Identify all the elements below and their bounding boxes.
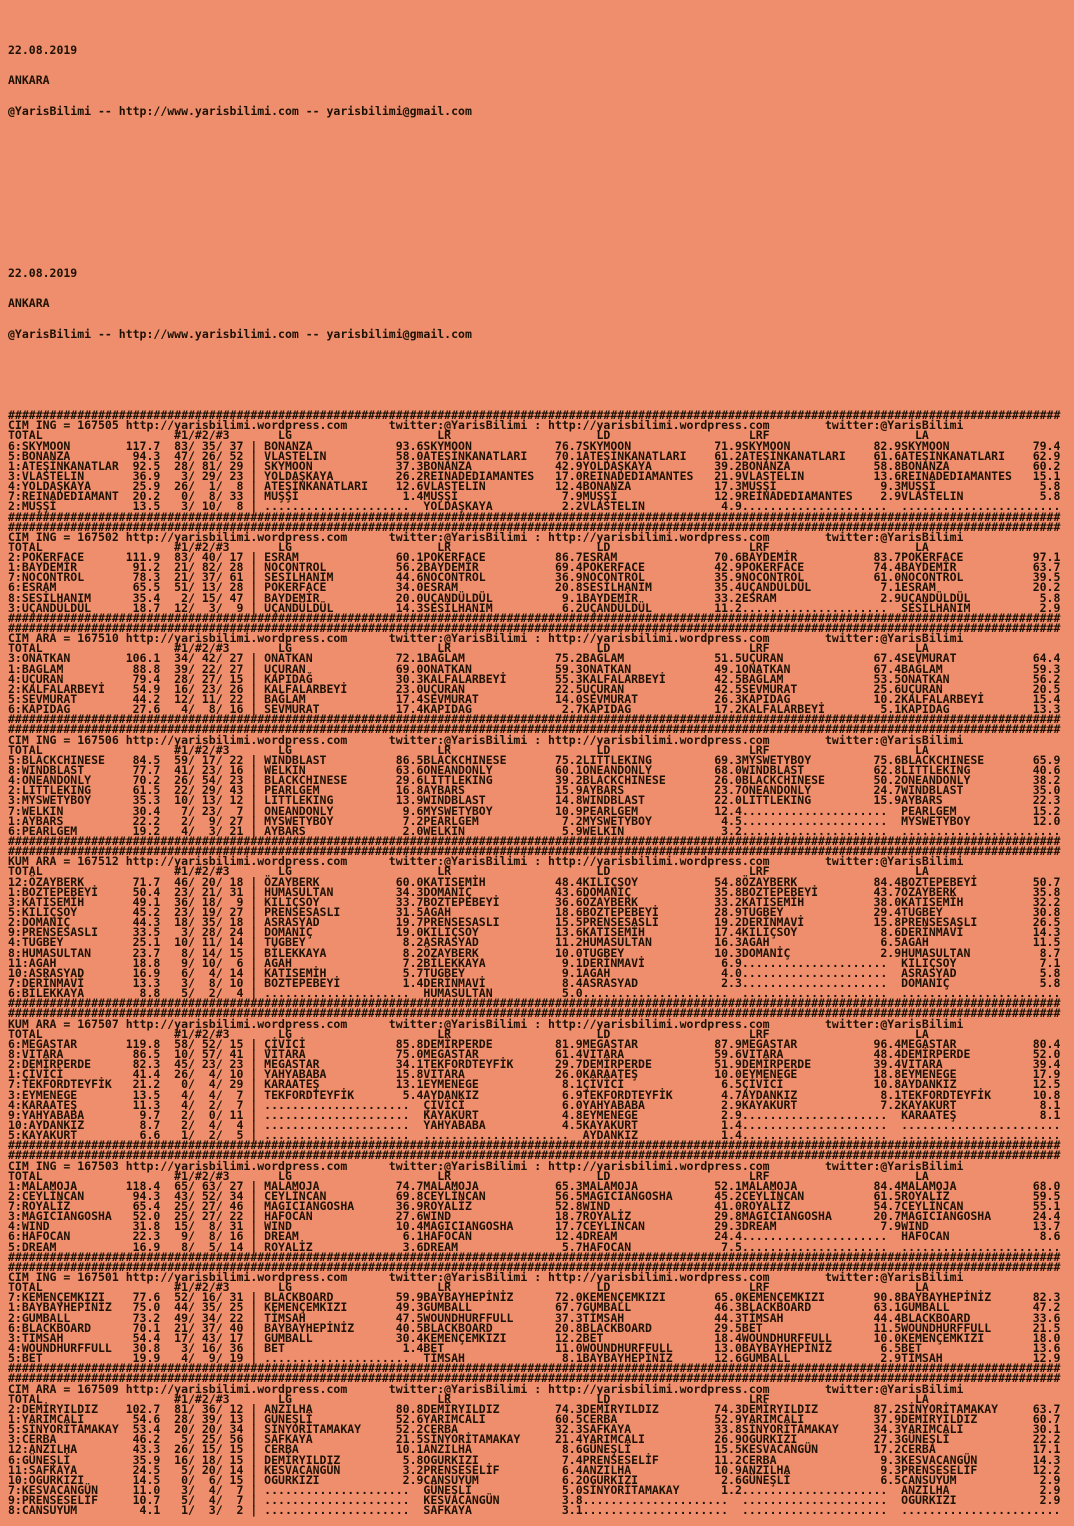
table-row: 2:DEMİRYILDIZ 102.7 81/ 36/ 12 | ANZILHA 80.8DEMİRYILDIZ 74.3DEMİRYILDIZ 74.3DEMİRYILDIZ 87.2SİNYORİTAMAKAY 63.7	[8, 1401, 1061, 1416]
table-row: 6:ESRAM 65.5 51/ 13/ 28 | POKERFACE 34.0ESRAM 20.8SESİLHANIM 35.4UÇANDÜLDÜL 7.1ESRAM 20.2	[8, 580, 1061, 595]
block-title: CIM ING = 167502 http://yarisbilimi.wordpress.com twitter:@YarisBilimi : http://yarisbilimi.wordpress.com twitter:@YarisBilimi	[8, 529, 964, 544]
table-row: 7:WELKIN 30.4 7/ 23/ 7 | ONEANDONLY 9.6MYSWETYBOY 10.9PEARLGEM 12.4..................... PEARLGEM 15.2	[8, 803, 1061, 818]
report-header-repeat	[8, 248, 1074, 360]
table-row: 3:MYSWETYBOY 35.3 10/ 13/ 12 | LITTLEKING 13.9WINDBLAST 14.8WINDBLAST 22.0LITTLEKING 15.9AYBARS 22.3	[8, 793, 1061, 808]
block-title: KUM ARA = 167512 http://yarisbilimi.wordpress.com twitter:@YarisBilimi : http://yarisbilimi.wordpress.com twitter:@YarisBilimi	[8, 854, 964, 869]
separator-line: ########################################################################################################################################################	[8, 722, 1061, 737]
column-header-line: TOTAL #1/#2/#3 LG LR LD LRF LA	[8, 1026, 929, 1041]
table-row: 7:NOCONTROL 78.3 21/ 37/ 61 | SESİLHANIM 44.6NOCONTROL 36.9NOCONTROL 35.9NOCONTROL 61.0NOCONTROL 39.5	[8, 570, 1061, 585]
separator-line: ########################################################################################################################################################	[8, 1249, 1061, 1264]
table-row: 5:BET 19.9 4/ 9/ 19 | ..................... TİMSAH 8.1BAYBAYHEPİNİZ 12.6GUMBALL 2.9TİMSAH 12.9	[8, 1351, 1061, 1366]
table-row: 3:ONATKAN 106.1 34/ 42/ 27 | ONATKAN 72.1BAĞLAM 75.2BAĞLAM 51.5UÇURAN 67.4SEVMURAT 64.4	[8, 651, 1061, 666]
city-line: ANKARA	[8, 73, 50, 88]
table-row: 3:UÇANDÜLDÜL 18.7 12/ 3/ 9 | UÇANDÜLDÜL 14.3SESİLHANIM 6.2UÇANDÜLDÜL 11.2..................... SESİLHANIM 2.9	[8, 600, 1061, 615]
table-row: 6:HAFOCAN 22.3 9/ 8/ 16 | DREAM 6.1HAFOCAN 12.4DREAM 24.4..................... HAFOCAN 8.6	[8, 1229, 1061, 1244]
table-row: 3:CERBA 46.2 5/ 25/ 56 | SAFKAYA 21.5SİNYORİTAMAKAY 21.4YARIMCALI 26.9OGURKIZI 27.3GÜNEŞLİ 22.2	[8, 1432, 1061, 1447]
race-block	[8, 621, 1074, 727]
city-line: ANKARA	[8, 296, 50, 311]
race-block	[8, 1259, 1074, 1376]
table-row: 2:POKERFACE 111.9 83/ 40/ 17 | ESRAM 60.1POKERFACE 86.7ESRAM 70.6BAYDEMİR 83.7POKERFACE 97.1	[8, 550, 1061, 565]
table-row: 6:GÜNEŞLİ 35.9 16/ 18/ 15 | DEMİRYILDIZ 5.8OGURKIZI 7.4PRENSESELİF 11.2CERBA 9.3KESVACANGÜN 14.3	[8, 1452, 1061, 1467]
separator-line: ########################################################################################################################################################	[8, 1371, 1061, 1386]
table-row: 4:YOLDAŞKAYA 25.9 26/ 1/ 8 | ATEŞİNKANATLARI 12.6VLASTELIN 12.4BONANZA 17.3MUŞŞİ 9.3MUŞŞİ 5.8	[8, 479, 1061, 494]
table-row: 1:YARIMCALI 54.6 28/ 39/ 13 | GÜNEŞLİ 52.6YARIMCALI 60.5CERBA 52.9YARIMCALI 37.9DEMİRYILDIZ 60.7	[8, 1412, 1061, 1427]
table-row: 1:MALAMOJA 118.4 65/ 63/ 27 | MALAMOJA 74.7MALAMOJA 65.3MALAMOJA 52.1MALAMOJA 84.4MALAMOJA 68.0	[8, 1178, 1061, 1193]
table-row: 2:DOMANİÇ 44.3 18/ 35/ 18 | ASRASYAD 19.7PRENSESASLI 15.5PRENSESASLI 19.2DERİNMAVİ 15.8PRENSESASLI 26.5	[8, 915, 1061, 930]
table-row: 8:VITARA 86.5 10/ 57/ 41 | VITARA 75.0MEGASTAR 61.4VITARA 59.6VITARA 48.4DEMİRPERDE 52.0	[8, 1046, 1061, 1061]
table-row: 8:WINDBLAST 77.7 41/ 23/ 16 | WELKIN 63.6ONEANDONLY 60.1ONEANDONLY 68.0WINDBLAST 62.8LITTLEKING 40.6	[8, 763, 1061, 778]
table-row: 5:KILIÇSOY 45.2 23/ 19/ 27 | PRENSESASLI 31.5AGAH 18.6BOZTEPEBEYİ 28.9TUGBEY 29.4TUGBEY 30.8	[8, 904, 1061, 919]
separator-line: ########################################################################################################################################################	[8, 1138, 1061, 1153]
race-block	[8, 724, 1074, 846]
table-row: 3:EYMENEGE 13.5 4/ 4/ 7 | TEKFORDTEYFİK 5.4AYDANKIZ 6.9TEKFORDTEYFİK 4.7AYDANKIZ 8.1TEKFORDTEYFİK 10.8	[8, 1087, 1061, 1102]
block-title: CIM ING = 167506 http://yarisbilimi.wordpress.com twitter:@YarisBilimi : http://yarisbilimi.wordpress.com twitter:@YarisBilimi	[8, 732, 964, 747]
table-row: 10:ASRASYAD 16.9 6/ 4/ 14 | KATISEMİH 5.7TUGBEY 9.1AGAH 4.0..................... ASRASYAD 5.8	[8, 965, 1061, 980]
separator-line: ########################################################################################################################################################	[8, 509, 1061, 524]
table-row: 5:BONANZA 94.3 47/ 26/ 52 | VLASTELIN 58.0ATEŞİNKANATLARI 70.1ATEŞİNKANATLARI 61.2ATEŞİNKANATLARI 61.6ATEŞİNKANATLARI 62.9	[8, 448, 1061, 463]
separator-line: ########################################################################################################################################################	[8, 712, 1061, 727]
report-blocks	[8, 408, 1074, 1518]
table-row: 7:TEKFORDTEYFİK 21.2 0/ 4/ 29 | KARAATEŞ 13.1EYMENEGE 8.1ÇİVİCİ 6.5ÇİVİCİ 10.8AYDANKIZ 12.5	[8, 1077, 1061, 1092]
table-row: 7:DERİNMAVİ 13.3 3/ 8/ 10 | BOZTEPEBEYİ 1.4DERİNMAVİ 8.4ASRASYAD 2.3..................... DOMANİÇ 5.8	[8, 975, 1061, 990]
separator-line: ########################################################################################################################################################	[8, 519, 1061, 534]
race-block	[8, 410, 1074, 522]
table-row: 9:PRENSESASLI 33.5 3/ 28/ 24 | DOMANİÇ 19.0KILIÇSOY 13.6KATISEMİH 17.4KILIÇSOY 8.6DERİNMAVİ 14.3	[8, 925, 1061, 940]
table-row: 8:HUMASULTAN 23.7 8/ 14/ 15 | BİLEKKAYA 8.2ÖZAYBERK 10.0TUGBEY 10.3DOMANİÇ 2.9HUMASULTAN 8.7	[8, 945, 1061, 960]
blank-line	[8, 380, 1074, 390]
table-row: 3:KATISEMİH 49.1 36/ 18/ 9 | KILIÇSOY 33.7BOZTEPEBEYİ 36.6ÖZAYBERK 33.2KATISEMİH 38.0KATISEMİH 32.2	[8, 894, 1061, 909]
column-header-line: TOTAL #1/#2/#3 LG LR LD LRF LA	[8, 1280, 929, 1295]
separator-line: ########################################################################################################################################################	[8, 1259, 1061, 1274]
table-row: 3:MAGICIANGOSHA 52.0 25/ 27/ 22 | HAFOCAN 27.6WIND 18.7ROYALİZ 29.8MAGICIANGOSHA 20.7MAGICIANGOSHA 24.4	[8, 1209, 1061, 1224]
table-row: 7:KEMENÇEMKIZI 77.6 52/ 16/ 31 | BLACKBOARD 59.9BAYBAYHEPİNİZ 72.0KEMENÇEMKIZI 65.0KEMENÇEMKIZI 90.8BAYBAYHEPİNİZ 82.3	[8, 1290, 1061, 1305]
report-header-top	[8, 24, 1074, 136]
separator-line: ########################################################################################################################################################	[8, 996, 1061, 1011]
blank-line	[8, 187, 1074, 197]
table-row: 3:VLASTELIN 36.9 3/ 29/ 23 | YOLDAŞKAYA 26.2REINADEDIAMANTES 17.0REINADEDIAMANTES 21.9VLASTELIN 13.6REINADEDIAMANTES 15.1	[8, 468, 1061, 483]
table-row: 2:LITTLEKING 61.5 22/ 29/ 43 | PEARLGEM 16.8AYBARS 15.9AYBARS 23.7ONEANDONLY 24.7WINDBLAST 35.0	[8, 783, 1061, 798]
separator-line: ########################################################################################################################################################	[8, 1148, 1061, 1163]
table-row: 1:BAGLAM 88.8 39/ 22/ 27 | UÇURAN 69.0ONATKAN 59.3ONATKAN 49.1ONATKAN 67.4BAĞLAM 59.3	[8, 661, 1061, 676]
table-row: 7:ROYALİZ 65.4 25/ 27/ 46 | MAGICIANGOSHA 36.9ROYALİZ 52.8WIND 41.0ROYALİZ 54.7CEYLİNCAN 55.1	[8, 1199, 1061, 1214]
table-row: 8:SESİLHANIM 35.4 2/ 15/ 47 | BAYDEMİR 20.0UÇANDÜLDÜL 9.1BAYDEMİR 33.2ESRAM 2.9UÇANDÜLDÜL 5.8	[8, 590, 1061, 605]
table-row: 6:SKYMOON 117.7 83/ 35/ 37 | BONANZA 93.6SKYMOON 76.7SKYMOON 71.9SKYMOON 82.9SKYMOON 79.4	[8, 438, 1061, 453]
table-row: 2:DEMİRPERDE 82.3 45/ 23/ 23 | MEGASTAR 34.1TEKFORDTEYFİK 29.7DEMİRPERDE 51.9DEMİRPERDE 39.4VITARA 39.4	[8, 1057, 1061, 1072]
table-row: 1:BAYDEMİR 91.2 21/ 82/ 28 | NOCONTROL 56.2BAYDEMİR 69.4POKERFACE 42.9POKERFACE 74.4BAYDEMİR 63.7	[8, 560, 1061, 575]
table-row: 6:PEARLGEM 19.2 4/ 3/ 21 | AYBARS 2.0WELKIN 5.9WELKIN 3.2..................... .......................	[8, 823, 1061, 838]
date-line: 22.08.2019	[8, 42, 78, 57]
table-row: 4:KARAATEŞ 11.3 4/ 2/ 7 | ..................... ÇİVİCİ 6.0YAHYABABA 2.9KAYAKURT 7.2KAYAKURT 8.1	[8, 1097, 1061, 1112]
table-row: 5:SEVMURAT 44.2 12/ 11/ 22 | BAĞLAM 17.4SEVMURAT 14.0SEVMURAT 26.3KAPIDAG 10.2KALFALARBEYİ 15.4	[8, 692, 1061, 707]
table-row: 5:KAYAKURT 6.6 1/ 2/ 5 | ..................... ..................... AYDANKIZ 1.4..................... .......................	[8, 1128, 1061, 1143]
separator-line: ########################################################################################################################################################	[8, 621, 1061, 636]
separator-line: ########################################################################################################################################################	[8, 834, 1061, 848]
race-block	[8, 844, 1074, 1011]
table-row: 7:REINADEDIAMANT 20.2 0/ 8/ 33 | MUŞŞİ 1.4MUŞŞİ 7.9MUŞŞİ 12.9REINADEDIAMANTES 2.9VLASTELIN 5.8	[8, 489, 1061, 504]
blank-line	[8, 217, 1074, 227]
separator-line: ########################################################################################################################################################	[8, 844, 1061, 859]
table-row: 2:CEYLİNCAN 94.3 43/ 52/ 34 | CEYLİNCAN 69.8CEYLİNCAN 56.5MAGICIANGOSHA 45.2CEYLİNCAN 61.5ROYALİZ 59.5	[8, 1188, 1061, 1203]
table-row: 5:DREAM 16.9 8/ 5/ 14 | ROYALİZ 3.6DREAM 5.7HAFOCAN 7.5..................... .......................	[8, 1239, 1061, 1254]
block-title: CIM ING = 167505 http://yarisbilimi.wordpress.com twitter:@YarisBilimi : http://yarisbilimi.wordpress.com twitter:@YarisBilimi	[8, 418, 964, 433]
separator-line: ########################################################################################################################################################	[8, 610, 1061, 625]
date-line: 22.08.2019	[8, 265, 78, 280]
table-row: 4:WIND 31.8 15/ 8/ 31 | WIND 10.4MAGICIANGOSHA 17.7CEYLINCAN 29.3DREAM 7.9WIND 13.7	[8, 1219, 1061, 1234]
table-row: 1:BAYBAYHEPİNİZ 75.0 44/ 35/ 25 | KEMENÇEMKIZI 49.3GUMBALL 67.7GUMBALL 46.3BLACKBOARD 63.1GUMBALL 47.2	[8, 1300, 1061, 1315]
table-row: 8:CANSUYUM 4.1 1/ 3/ 2 | ..................... SAFKAYA 3.1..................... ..................... .......................	[8, 1503, 1061, 1518]
table-row: 6:KAPIDAG 27.6 4/ 8/ 16 | SEVMURAT 17.4KAPIDAG 2.7KAPIDAG 17.2KALFALARBEYİ 5.1KAPIDAG 13.3	[8, 702, 1061, 717]
table-row: 6:BİLEKKAYA 8.8 5/ 2/ 4 | ..................... HUMASULTAN 5.0..................... ..................... .......................	[8, 986, 1061, 1001]
table-row: 4:UÇURAN 79.4 28/ 27/ 15 | KAPIDAĞ 30.3KALFALARBEYİ 55.3KALFALARBEYİ 42.5BAĞLAM 53.5ONATKAN 56.2	[8, 671, 1061, 686]
race-block	[8, 1371, 1074, 1518]
table-row: 4:WOUNDHURFFULL 30.8 3/ 16/ 36 | BET 1.4BET 11.0WOUNDHURFFULL 13.0BAYBAYHEPİNİZ 6.5BET 13.6	[8, 1341, 1061, 1356]
column-header-line: TOTAL #1/#2/#3 LG LR LD LRF LA	[8, 864, 929, 879]
table-row: 9:PRENSESELİF 10.7 5/ 4/ 7 | ..................... KESVACANGÜN 3.8..................... ..................... OGURKIZI 2.9	[8, 1493, 1061, 1508]
block-title: CIM ARA = 167510 http://yarisbilimi.wordpress.com twitter:@YarisBilimi : http://yarisbilimi.wordpress.com twitter:@YarisBilimi	[8, 631, 964, 646]
table-row: 7:KESVACANGÜN 11.0 3/ 4/ 7 | ..................... GÜNEŞLİ 5.0SİNYORİTAMAKAY 1.2..................... ANZILHA 2.9	[8, 1483, 1061, 1497]
race-block	[8, 1006, 1074, 1153]
table-row: 11:SAFKAYA 24.5 5/ 20/ 14 | KESVACANGÜN 3.2PRENSESELİF 6.4ANZILHA 10.9ANZILHA 9.3PRENSESELİF 12.2	[8, 1462, 1061, 1477]
table-row: 2:GUMBALL 73.2 49/ 34/ 22 | TİMSAH 47.5WOUNDHURFFULL 37.3TİMSAH 44.3TİMSAH 44.4BLACKBOARD 33.6	[8, 1310, 1061, 1325]
table-row: 12:ÖZAYBERK 71.7 46/ 20/ 18 | ÖZAYBERK 60.0KATISEMİH 48.4KILIÇSOY 54.8ÖZAYBERK 84.4BOZTEPEBEYİ 50.7	[8, 874, 1061, 889]
table-row: 1:BOZTEPEBEYİ 50.4 23/ 21/ 31 | HUMASULTAN 34.3DOMANİÇ 43.6DOMANİÇ 35.8BOZTEPEBEYİ 43.7ÖZAYBERK 35.8	[8, 884, 1061, 899]
block-title: KUM ARA = 167507 http://yarisbilimi.wordpress.com twitter:@YarisBilimi : http://yarisbilimi.wordpress.com twitter:@YarisBilimi	[8, 1016, 964, 1031]
table-row: 6:BLACKBOARD 70.1 21/ 37/ 40 | BAYBAYHEPİNİZ 40.5BLACKBOARD 20.8BLACKBOARD 29.5BET 11.5WOUNDHURFFULL 21.5	[8, 1320, 1061, 1335]
race-block	[8, 519, 1074, 625]
table-row: 5:BLACKCHINESE 84.5 59/ 17/ 22 | WINDBLAST 86.5BLACKCHINESE 75.2LITTLEKING 69.3MYSWETYBOY 75.6BLACKCHINESE 65.9	[8, 752, 1061, 767]
column-header-line: TOTAL #1/#2/#3 LG LR LD LRF LA	[8, 1391, 929, 1406]
block-title: CIM ING = 167501 http://yarisbilimi.wordpress.com twitter:@YarisBilimi : http://yarisbilimi.wordpress.com twitter:@YarisBilimi	[8, 1270, 964, 1285]
table-row: 2:KALFALARBEYİ 54.9 16/ 23/ 26 | KALFALARBEYİ 23.0UÇURAN 22.5UÇURAN 42.5SEVMURAT 25.6UÇURAN 20.5	[8, 681, 1061, 696]
table-row: 12:ANZILHA 43.3 26/ 15/ 15 | CERBA 10.1ANZILHA 8.6GÜNEŞLİ 15.5KESVACANGÜN 17.2CERBA 17.1	[8, 1442, 1061, 1457]
separator-line: ########################################################################################################################################################	[8, 1361, 1061, 1376]
table-row: 1:ÇİVİCİ 41.4 26/ 4/ 10 | YAHYABABA 15.8VITARA 26.0KARAATEŞ 10.0EYMENEGE 18.8EYMENEGE 17.9	[8, 1067, 1061, 1082]
block-title: CIM ARA = 167509 http://yarisbilimi.wordpress.com twitter:@YarisBilimi : http://yarisbilimi.wordpress.com twitter:@YarisBilimi	[8, 1381, 964, 1396]
table-row: 3:TIMSAH 54.4 17/ 43/ 17 | GUMBALL 30.4KEMENÇEMKIZI 12.2BET 18.4WOUNDHURFFULL 10.0KEMENÇEMKIZI 18.0	[8, 1330, 1061, 1345]
table-row: 1:ATEŞİNKANATLAR 92.5 28/ 81/ 29 | SKYMOON 37.3BONANZA 42.9YOLDAŞKAYA 39.2BONANZA 58.8BONANZA 60.2	[8, 458, 1061, 473]
table-row: 10:OGURKIZI 14.5 0/ 6/ 15 | OGURKIZI 2.9CANSUYUM 6.2OGURKIZI 2.6GÜNEŞLİ 6.5CANSUYUM 2.9	[8, 1472, 1061, 1487]
table-row: 10:AYDANKIZ 8.7 2/ 4/ 4 | ..................... YAHYABABA 4.5KAYAKURT 1.4..................... .......................	[8, 1117, 1061, 1132]
table-row: 9:YAHYABABA 9.7 2/ 0/ 11 | ..................... KAYAKURT 4.8EYMENEGE 2.9..................... KARAATEŞ 8.1	[8, 1107, 1061, 1122]
table-row: 4:TUGBEY 25.1 10/ 11/ 14 | TUGBEY 8.2ASRASYAD 11.2HUMASULTAN 16.3AGAH 6.5AGAH 11.5	[8, 935, 1061, 950]
column-header-line: TOTAL #1/#2/#3 LG LR LD LRF LA	[8, 428, 929, 443]
table-row: 5:SİNYORİTAMAKAY 53.4 20/ 20/ 34 | SİNYORİTAMAKAY 52.2CERBA 32.3SAFKAYA 33.8SİNYORİTAMAKAY 34.3YARIMCALI 30.1	[8, 1422, 1061, 1437]
contact-line: @YarisBilimi -- http://www.yarisbilimi.com -- yarisbilimi@gmail.com	[8, 326, 472, 341]
separator-line: ########################################################################################################################################################	[8, 408, 1061, 423]
table-row: 6:MEGASTAR 119.8 58/ 52/ 15 | ÇİVİCİ 85.8DEMİRPERDE 81.9MEGASTAR 87.9MEGASTAR 96.4MEGASTAR 80.4	[8, 1036, 1061, 1051]
blank-line	[8, 156, 1074, 166]
column-header-line: TOTAL #1/#2/#3 LG LR LD LRF LA	[8, 539, 929, 554]
column-header-line: TOTAL #1/#2/#3 LG LR LD LRF LA	[8, 742, 929, 757]
table-row: 11:AGAH 18.8 9/ 10/ 6 | AGAH 7.2BİLEKKAYA 9.1DERİNMAVİ 6.9..................... KILIÇSOY 7.1	[8, 955, 1061, 970]
column-header-line: TOTAL #1/#2/#3 LG LR LD LRF LA	[8, 641, 929, 656]
table-row: 2:MUŞŞİ 13.5 3/ 10/ 8 | ..................... YOLDAŞKAYA 2.2VLASTELIN 4.9..................... .......................	[8, 499, 1061, 514]
separator-line: ########################################################################################################################################################	[8, 1006, 1061, 1021]
table-row: 1:AYBARS 22.2 2/ 9/ 27 | MYSWETYBOY 7.2PEARLGEM 7.2MYSWETYBOY 4.5..................... MYSWETYBOY 12.0	[8, 813, 1061, 828]
race-block	[8, 1150, 1074, 1262]
contact-line: @YarisBilimi -- http://www.yarisbilimi.com -- yarisbilimi@gmail.com	[8, 103, 472, 118]
block-title: CIM ING = 167503 http://yarisbilimi.wordpress.com twitter:@YarisBilimi : http://yarisbilimi.wordpress.com twitter:@YarisBilimi	[8, 1158, 964, 1173]
table-row: 4:ONEANDONLY 70.2 26/ 54/ 23 | BLACKCHINESE 29.6LITTLEKING 39.2BLACKCHINESE 26.0BLACKCHINESE 50.2ONEANDONLY 38.2	[8, 773, 1061, 788]
column-header-line: TOTAL #1/#2/#3 LG LR LD LRF LA	[8, 1168, 929, 1183]
